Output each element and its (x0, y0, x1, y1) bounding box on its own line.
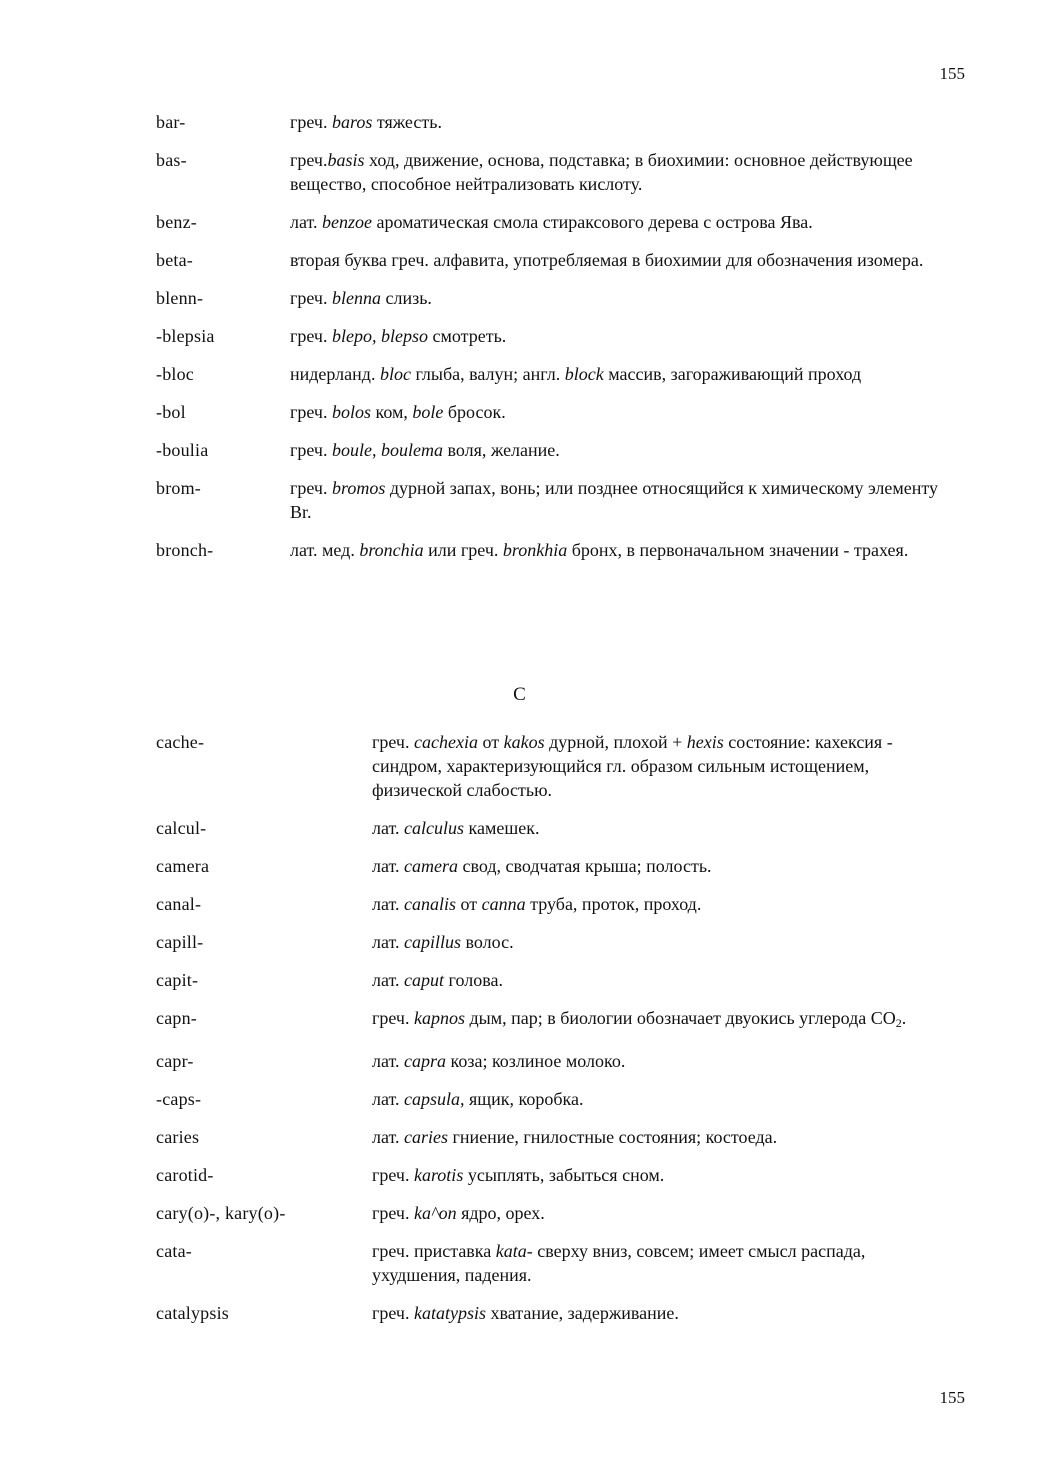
italic-word: kata- (495, 1241, 533, 1261)
definition-text: вторая буква греч. алфавита, употребляемая в биохимии для обозначения изомера. (290, 250, 924, 270)
page-number-top: 155 (939, 64, 965, 83)
italic-word: camera (404, 856, 459, 876)
definition-text: сверху вниз, совсем; имеет смысл распада, ухудшения, падения. (372, 1241, 866, 1285)
definition-text: греч. (290, 288, 332, 308)
entry-definition (372, 1125, 956, 1149)
definition-text: лат. (372, 1127, 405, 1147)
definition-text: камешек. (464, 818, 540, 838)
dictionary-entry (156, 892, 956, 916)
italic-word: bronchia (359, 540, 424, 560)
entry-term: capill- (156, 932, 204, 952)
definition-text: от (477, 732, 504, 752)
entry-definition (372, 1087, 956, 1111)
definition-text: бронх, в первоначальном значении - трахея. (567, 540, 909, 560)
definition-text: дым, пар; в биологии обозначает двуокись углерода CO (464, 1008, 896, 1028)
definition-text: лат. (372, 1089, 405, 1109)
dictionary-entry (156, 148, 956, 196)
entry-term: brom- (156, 478, 201, 498)
entry-definition (372, 854, 956, 878)
definition-text: свод, сводчатая крыша; полость. (458, 856, 712, 876)
italic-word: bromos (331, 478, 386, 498)
entry-term: -blepsia (156, 326, 215, 346)
entry-definition (372, 730, 956, 802)
italic-word: ka^on (413, 1203, 457, 1223)
entry-term: capn- (156, 1008, 197, 1028)
italic-word: bolos (331, 402, 371, 422)
entry-definition (372, 1049, 956, 1073)
definition-text: лат. мед. (290, 540, 360, 560)
italic-word: karotis (413, 1165, 464, 1185)
entry-term: capr- (156, 1051, 194, 1071)
dictionary-entry (156, 210, 956, 234)
definition-text: или греч. (423, 540, 503, 560)
entry-term: camera (156, 856, 210, 876)
italic-word: kapnos (413, 1008, 465, 1028)
italic-word: block (564, 364, 604, 384)
entry-definition (290, 210, 956, 234)
dictionary-entry (156, 1163, 956, 1187)
page-number-bottom: 155 (939, 1388, 965, 1407)
dictionary-entry (156, 1049, 956, 1073)
italic-word: hexis (686, 732, 724, 752)
definition-text: смотреть. (427, 326, 507, 346)
definition-text: греч. (372, 1203, 414, 1223)
entry-term: carotid- (156, 1165, 214, 1185)
definition-text: голова. (444, 970, 503, 990)
italic-word: blenna (331, 288, 381, 308)
entry-definition (290, 362, 956, 386)
definition-text: греч. (290, 150, 328, 170)
definition-text: лат. (372, 856, 405, 876)
dictionary-entry (156, 930, 956, 954)
italic-word: bronkhia (502, 540, 568, 560)
definition-text: слизь. (380, 288, 432, 308)
italic-word: benzoe (322, 212, 373, 232)
definition-text: волос. (461, 932, 514, 952)
italic-word: calculus (404, 818, 465, 838)
definition-text: греч. (290, 402, 332, 422)
definition-text: греч. (372, 732, 414, 752)
entry-term: -bol (156, 402, 186, 422)
entry-term: -caps- (156, 1089, 202, 1109)
entry-definition (372, 1239, 956, 1287)
entry-definition (290, 324, 956, 348)
entry-term: blenn- (156, 288, 204, 308)
definition-text: лат. (372, 932, 405, 952)
entry-term: -bloc (156, 364, 194, 384)
dictionary-entry (156, 1006, 956, 1035)
subscript: 2 (895, 1016, 902, 1030)
entry-term: benz- (156, 212, 197, 232)
italic-word: capsula, (404, 1089, 465, 1109)
entry-definition (290, 538, 956, 562)
section-letter-heading: С (513, 684, 526, 705)
entry-definition (290, 286, 956, 310)
definition-text: дурной запах, вонь; или позднее относящийся к химическому элементу Br. (290, 478, 939, 522)
definition-text: ядро, орех. (456, 1203, 545, 1223)
entry-term: bas- (156, 150, 187, 170)
dictionary-entry (156, 1301, 956, 1325)
italic-word: bloc (379, 364, 411, 384)
entry-term: cache- (156, 732, 205, 752)
dictionary-entry (156, 286, 956, 310)
dictionary-section-b (156, 110, 956, 576)
dictionary-entry (156, 1125, 956, 1149)
definition-text: греч. (290, 326, 332, 346)
entry-definition (290, 110, 956, 134)
definition-text: ящик, коробка. (464, 1089, 584, 1109)
definition-text: ком, (371, 402, 413, 422)
entry-term: cata- (156, 1241, 192, 1261)
entry-definition (372, 1301, 956, 1325)
definition-text: греч. (372, 1008, 414, 1028)
dictionary-entry (156, 362, 956, 386)
entry-term: caries (156, 1127, 200, 1147)
dictionary-entry (156, 1087, 956, 1111)
definition-text: массив, загораживающий проход (603, 364, 862, 384)
definition-text: . (901, 1008, 907, 1028)
definition-text: тяжесть. (372, 112, 442, 132)
entry-definition (372, 1006, 956, 1035)
definition-text: труба, проток, проход. (525, 894, 702, 914)
definition-text: состояние: кахексия - синдром, характеризующийся гл. образом сильным истощением, физической слабостью. (372, 732, 893, 800)
definition-text: греч. (372, 1303, 414, 1323)
definition-text: глыба, валун; англ. (410, 364, 565, 384)
italic-word: kakos (503, 732, 545, 752)
italic-word: caput (404, 970, 445, 990)
definition-text: от (456, 894, 482, 914)
italic-word: katatypsis (413, 1303, 486, 1323)
dictionary-entry (156, 1239, 956, 1287)
definition-text: коза; козлиное молоко. (446, 1051, 626, 1071)
italic-word: baros (331, 112, 373, 132)
italic-word: boule, boulema (331, 440, 443, 460)
dictionary-entry (156, 538, 956, 562)
italic-word: canna (481, 894, 526, 914)
definition-text: греч. (290, 478, 332, 498)
entry-definition (372, 930, 956, 954)
definition-text: ход, движение, основа, подставка; в биохимии: основное действующее вещество, способное нейтрализовать кислоту. (290, 150, 913, 194)
entry-definition (372, 816, 956, 840)
italic-word: basis (327, 150, 365, 170)
entry-definition (372, 892, 956, 916)
dictionary-entry (156, 816, 956, 840)
entry-definition (290, 476, 956, 524)
dictionary-entry (156, 1201, 956, 1225)
entry-definition (372, 1201, 956, 1225)
definition-text: лат. (372, 970, 405, 990)
definition-text: гниение, гнилостные состояния; костоеда. (448, 1127, 778, 1147)
dictionary-entry (156, 248, 956, 272)
entry-term: -boulia (156, 440, 209, 460)
definition-text: греч. (290, 440, 332, 460)
definition-text: лат. (372, 1051, 405, 1071)
definition-text: ароматическая смола стираксового дерева с острова Ява. (372, 212, 813, 232)
italic-word: cachexia (413, 732, 478, 752)
entry-term: catalypsis (156, 1303, 229, 1323)
entry-term: bronch- (156, 540, 214, 560)
entry-definition (372, 968, 956, 992)
definition-text: лат. (372, 818, 405, 838)
entry-definition (290, 248, 956, 272)
entry-definition (290, 438, 956, 462)
entry-definition (372, 1163, 956, 1187)
italic-word: bole (412, 402, 444, 422)
definition-text: нидерланд. (290, 364, 380, 384)
definition-text: лат. (372, 894, 405, 914)
italic-word: blepo, blepso (331, 326, 428, 346)
entry-term: capit- (156, 970, 199, 990)
entry-definition (290, 148, 956, 196)
dictionary-section-c (156, 730, 956, 1339)
dictionary-entry (156, 854, 956, 878)
definition-text: лат. (290, 212, 323, 232)
italic-word: capillus (404, 932, 462, 952)
dictionary-entry (156, 730, 956, 802)
italic-word: capra (404, 1051, 447, 1071)
definition-text: хватание, задерживание. (485, 1303, 679, 1323)
dictionary-entry (156, 110, 956, 134)
dictionary-entry (156, 968, 956, 992)
definition-text: усыплять, забыться сном. (463, 1165, 665, 1185)
definition-text: греч. (372, 1165, 414, 1185)
entry-term: calcul- (156, 818, 207, 838)
definition-text: дурной, плохой + (544, 732, 687, 752)
dictionary-entry (156, 400, 956, 424)
definition-text: греч. приставка (372, 1241, 496, 1261)
definition-text: воля, желание. (442, 440, 560, 460)
definition-text: греч. (290, 112, 332, 132)
entry-term: cary(o)-, kary(o)- (156, 1203, 286, 1223)
dictionary-entry (156, 438, 956, 462)
entry-definition (290, 400, 956, 424)
dictionary-entry (156, 324, 956, 348)
dictionary-entry (156, 476, 956, 524)
entry-term: canal- (156, 894, 202, 914)
italic-word: caries (404, 1127, 449, 1147)
italic-word: canalis (404, 894, 457, 914)
definition-text: бросок. (443, 402, 506, 422)
entry-term: beta- (156, 250, 193, 270)
entry-term: bar- (156, 112, 186, 132)
